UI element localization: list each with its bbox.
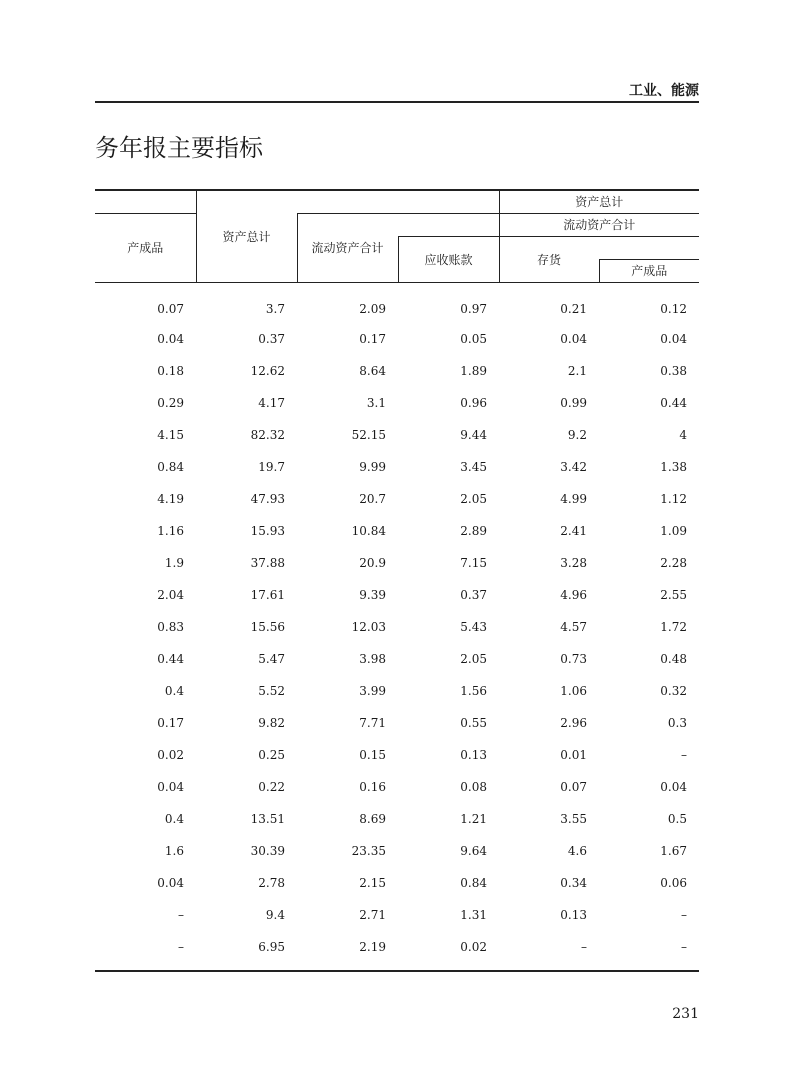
table-cell: 2.28 <box>660 556 688 570</box>
table-cell: 3.45 <box>460 460 487 474</box>
table-cell: 0.17 <box>157 716 184 730</box>
table-row <box>95 643 699 675</box>
table-cell: 0.07 <box>560 780 587 794</box>
header-blank-d <box>398 214 499 237</box>
table-cell: 4.99 <box>560 492 587 506</box>
section-header: 工业、能源 <box>629 83 699 99</box>
table-cell: 0.13 <box>460 748 487 762</box>
table-row <box>95 835 699 867</box>
table-row <box>95 931 699 963</box>
table-cell: 0.01 <box>560 748 587 762</box>
table-cell: 1.06 <box>560 684 587 698</box>
header-sub-finished-goods: 产成品 <box>599 260 699 283</box>
table-cell: 4.17 <box>258 396 285 410</box>
table-cell: 6.95 <box>258 940 285 954</box>
table-cell: 0.4 <box>164 812 184 826</box>
table-cell: 12.03 <box>351 620 386 634</box>
table-cell: 5.47 <box>258 652 285 666</box>
header-total-assets: 资产总计 <box>196 190 297 282</box>
table-cell: 0.02 <box>157 748 184 762</box>
table-cell: 0.34 <box>560 876 587 890</box>
table-cell: – <box>581 940 587 954</box>
table-cell: 0.22 <box>258 780 285 794</box>
table-cell: 1.89 <box>460 364 487 378</box>
table-cell: 15.93 <box>250 524 285 538</box>
table-cell: 0.83 <box>157 620 184 634</box>
table-cell: 0.17 <box>359 332 386 346</box>
table-cell: 4.57 <box>560 620 587 634</box>
table-cell: – <box>681 908 688 922</box>
table-cell: 2.89 <box>460 524 487 538</box>
table-cell: 0.97 <box>460 302 487 316</box>
data-table <box>95 189 699 963</box>
table-cell: 0.04 <box>157 780 184 794</box>
table-cell: 0.73 <box>560 652 587 666</box>
header-finished-goods: 产成品 <box>127 241 164 255</box>
table-cell: 1.56 <box>460 684 487 698</box>
table-cell: 0.4 <box>164 684 184 698</box>
table-cell: 0.13 <box>560 908 587 922</box>
table-cell: 4.19 <box>157 492 184 506</box>
table-cell: 82.32 <box>250 428 285 442</box>
header-rule <box>95 101 699 103</box>
table-cell: 0.08 <box>460 780 487 794</box>
table-cell: 1.6 <box>164 844 184 858</box>
table-cell: 2.09 <box>359 302 386 316</box>
table-cell: 8.64 <box>359 364 386 378</box>
table-cell: 0.04 <box>660 780 688 794</box>
page-title: 务年报主要指标 <box>95 134 263 162</box>
table-cell: 0.18 <box>157 364 184 378</box>
table-cell: – <box>178 940 184 954</box>
header-inventory: 存货 <box>499 237 599 283</box>
table-cell: 1.31 <box>460 908 487 922</box>
table-cell: – <box>178 908 184 922</box>
table-cell: 0.04 <box>560 332 587 346</box>
header-blank-cd <box>297 190 499 214</box>
table-cell: 4.6 <box>567 844 587 858</box>
table-row <box>95 579 699 611</box>
table-cell: 3.98 <box>359 652 386 666</box>
table-row <box>95 675 699 707</box>
table-cell: 0.32 <box>660 684 688 698</box>
table-row <box>95 739 699 771</box>
header-blank-a <box>95 190 196 214</box>
header-current-assets: 流动资产合计 <box>297 214 398 283</box>
table-cell: 9.4 <box>265 908 285 922</box>
table-row <box>95 899 699 931</box>
table-cell: 20.9 <box>359 556 386 570</box>
table-cell: 3.99 <box>359 684 386 698</box>
table-cell: 1.12 <box>660 492 688 506</box>
table-cell: 9.82 <box>258 716 285 730</box>
table-row <box>95 771 699 803</box>
table-cell: 2.1 <box>567 364 587 378</box>
table-cell: 5.43 <box>460 620 487 634</box>
table-cell: 1.16 <box>157 524 184 538</box>
table-cell: 2.96 <box>560 716 587 730</box>
table-row <box>95 707 699 739</box>
table-row <box>95 419 699 451</box>
table-cell: 4.15 <box>157 428 184 442</box>
table-cell: 2.05 <box>460 652 487 666</box>
table-cell: 0.44 <box>660 396 688 410</box>
header-blank-f <box>599 237 699 260</box>
indicator-table <box>95 189 699 963</box>
table-cell: 2.78 <box>258 876 285 890</box>
header-group-current-assets: 流动资产合计 <box>499 214 699 237</box>
table-cell: 3.55 <box>560 812 587 826</box>
table-cell: 1.9 <box>164 556 184 570</box>
table-row <box>95 323 699 355</box>
table-cell: 3.1 <box>366 396 386 410</box>
table-row <box>95 867 699 899</box>
table-cell: 1.21 <box>460 812 487 826</box>
table-cell: 19.7 <box>258 460 285 474</box>
table-cell: 2.05 <box>460 492 487 506</box>
table-cell: 0.55 <box>460 716 487 730</box>
table-cell: 0.84 <box>157 460 184 474</box>
table-row <box>95 451 699 483</box>
table-cell: 15.56 <box>250 620 285 634</box>
table-cell: 2.71 <box>359 908 386 922</box>
table-cell: 5.52 <box>258 684 285 698</box>
table-cell: 1.72 <box>660 620 688 634</box>
table-row <box>95 387 699 419</box>
table-row <box>95 283 699 324</box>
table-row <box>95 355 699 387</box>
table-cell: 4 <box>679 428 688 442</box>
table-cell: 9.2 <box>567 428 587 442</box>
table-row <box>95 611 699 643</box>
table-cell: 0.99 <box>560 396 587 410</box>
table-cell: 7.15 <box>460 556 487 570</box>
table-cell: 3.28 <box>560 556 587 570</box>
table-row <box>95 515 699 547</box>
table-cell: 0.05 <box>460 332 487 346</box>
table-cell: 0.84 <box>460 876 487 890</box>
table-cell: 0.48 <box>660 652 688 666</box>
table-cell: 1.67 <box>660 844 688 858</box>
table-cell: 0.04 <box>157 332 184 346</box>
table-cell: 1.09 <box>660 524 688 538</box>
header-receivables: 应收账款 <box>398 237 499 283</box>
table-cell: 0.3 <box>667 716 688 730</box>
table-cell: 17.61 <box>250 588 285 602</box>
table-cell: 2.19 <box>359 940 386 954</box>
table-row <box>95 547 699 579</box>
table-cell: 47.93 <box>250 492 285 506</box>
table-cell: 52.15 <box>351 428 386 442</box>
table-cell: 3.42 <box>560 460 587 474</box>
table-cell: – <box>681 940 688 954</box>
table-cell: 9.39 <box>359 588 386 602</box>
table-cell: 13.51 <box>250 812 285 826</box>
table-cell: 0.12 <box>660 302 688 316</box>
table-cell: 20.7 <box>359 492 386 506</box>
table-cell: 4.96 <box>560 588 587 602</box>
table-cell: 37.88 <box>250 556 285 570</box>
table-cell: – <box>681 748 688 762</box>
table-cell: 9.44 <box>460 428 487 442</box>
table-cell: 3.7 <box>265 302 285 316</box>
table-cell: 23.35 <box>351 844 386 858</box>
table-cell: 0.37 <box>258 332 285 346</box>
table-cell: 12.62 <box>250 364 285 378</box>
table-cell: 8.69 <box>359 812 386 826</box>
header-group-total-assets: 资产总计 <box>499 190 699 214</box>
table-cell: 0.25 <box>258 748 285 762</box>
page-number: 231 <box>672 1006 699 1022</box>
table-cell: 0.96 <box>460 396 487 410</box>
table-cell: 2.55 <box>660 588 688 602</box>
table-cell: 9.99 <box>359 460 386 474</box>
table-bottom-rule <box>95 970 699 972</box>
table-cell: 0.5 <box>667 812 688 826</box>
table-cell: 0.04 <box>157 876 184 890</box>
table-header <box>95 190 699 283</box>
table-cell: 30.39 <box>250 844 285 858</box>
table-row <box>95 483 699 515</box>
table-cell: 0.04 <box>660 332 688 346</box>
table-cell: 0.16 <box>359 780 386 794</box>
table-cell: 0.44 <box>157 652 184 666</box>
table-cell: 2.15 <box>359 876 386 890</box>
table-cell: 9.64 <box>460 844 487 858</box>
table-cell: 0.02 <box>460 940 487 954</box>
table-cell: 2.41 <box>560 524 587 538</box>
table-cell: 0.37 <box>460 588 487 602</box>
table-cell: 0.29 <box>157 396 184 410</box>
table-cell: 0.38 <box>660 364 688 378</box>
table-cell: 10.84 <box>351 524 386 538</box>
table-cell: 1.38 <box>660 460 688 474</box>
table-cell: 0.21 <box>560 302 587 316</box>
table-cell: 7.71 <box>359 716 386 730</box>
table-cell: 0.07 <box>157 302 184 316</box>
table-cell: 0.06 <box>660 876 688 890</box>
table-cell: 2.04 <box>157 588 184 602</box>
table-row <box>95 803 699 835</box>
table-body <box>95 283 699 964</box>
table-cell: 0.15 <box>359 748 386 762</box>
